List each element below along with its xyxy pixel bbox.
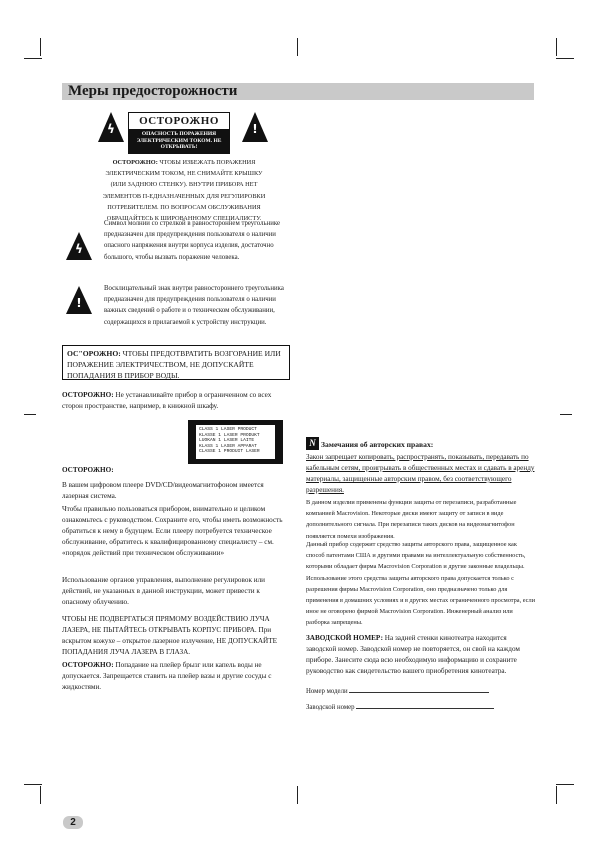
crop-mark xyxy=(556,38,557,56)
model-number-line xyxy=(349,692,489,693)
install-warning xyxy=(62,390,290,412)
caution-title: ОСТОРОЖНО xyxy=(139,115,219,127)
laser-line: KLASS 1 LASER APPARAT xyxy=(199,443,257,449)
shock-warning-text: ЧТОБЫ ИЗБЕЖАТЬ ПОРАЖЕНИЯ ЭЛЕКТРИЧЕСКИМ ТОКОМ, НЕ СНИМАЙТЕ КРЫШКУ (ИЛИ ЗАДНЮЮ СТЕНКУ). ВНУТРИ ПРИБОРА НЕТ ЭЛЕМЕНТОВ П-ЕДНАЗНАЧЕННЫХ ДЛЯ РЕГУЛИРОВКИ ПОТРЕБИТЕЛЕМ. ПО ВОПРОСАМ ОБСЛУЖИВАНИЯ ОБРАЩАЙТЕСЬ К ШИРОВАННОМУ СПЕЦИАЛИСТУ. xyxy=(102,159,266,223)
shock-warning xyxy=(98,157,270,224)
exclamation-triangle-icon: ! xyxy=(242,112,268,142)
water-warning-box xyxy=(62,345,290,380)
crop-mark xyxy=(24,414,36,415)
exclamation-symbol-text: Восклицательный знак внутри равностороннего треугольника предназначен для предупреждения пользователя о наличии важных сведений о работе и о техническом обслуживании, содержащихся в прилагаемой к устройству инструкции. xyxy=(104,285,284,326)
macrovision-text: В данном изделии применены функции защиты от перезаписи, разработанные компанией Macrovision. Некоторые диски имеют защиту от записи в виде дополнительного сигнала. При перезаписи таких дисков на видеомагнитофон появляется помехи изображения. xyxy=(306,499,517,540)
crop-mark xyxy=(560,414,572,415)
serial-number-label: Заводской номер xyxy=(306,704,355,711)
crop-mark xyxy=(40,38,41,56)
model-number-field xyxy=(306,686,489,697)
exclamation-symbol-icon: ! xyxy=(66,286,92,314)
crop-mark xyxy=(556,58,574,59)
laser-label-lines xyxy=(196,425,275,459)
laser-paragraph-3: Использование органов управления, выполнение регулировок или действий, не указанных в данной инструкции, может привести к опасному облучению. xyxy=(62,576,266,606)
note-icon: N xyxy=(306,437,319,450)
laser-caution-heading: ОСТОРОЖНО: xyxy=(62,466,114,474)
laser-line: CLASSE 1 PRODUIT LASER xyxy=(199,449,260,455)
copyright-heading: Замечания об авторских правах: xyxy=(321,440,434,449)
water-warning-text: ЧТОБЫ ПРЕДОТВРАТИТЬ ВОЗГОРАНИЕ ИЛИ ПОРАЖЕНИЕ ЭЛЕКТРИЧЕСТВОМ, НЕ ДОПУСКАЙТЕ ПОПАДАНИЯ В ПРИБОР ВОДЫ. xyxy=(67,349,281,380)
liquid-warning-lead: ОСТОРОЖНО: xyxy=(62,661,114,669)
page-number: 2 xyxy=(63,816,83,829)
install-warning-lead: ОСТОРОЖНО: xyxy=(62,391,114,399)
serial-number-line xyxy=(356,708,494,709)
laser-paragraph-1: В вашем цифровом плеере DVD/CD/видеомагнитофоном имеется лазерная система. xyxy=(62,481,264,500)
laser-line: LUOKAN 1 LASER LAITE xyxy=(199,438,255,444)
shock-warning-lead: ОСТОРОЖНО: xyxy=(112,159,158,166)
crop-mark xyxy=(556,784,574,785)
serial-number-field xyxy=(306,702,494,713)
lightning-symbol-text: Символ молнии со стрелкой в равностороннем треугольнике предназначен для предупреждения пользователя о наличии опасного напряжения внутри корпуса изделия, достаточно большого, чтобы вызвать поражение человека. xyxy=(104,220,280,261)
crop-mark xyxy=(24,58,42,59)
caution-subtitle: ОПАСНОСТЬ ПОРАЖЕНИЯ ЭЛЕКТРИЧЕСКИМ ТОКОМ. НЕ ОТКРЫВАТЬ! xyxy=(129,129,229,154)
crop-mark xyxy=(24,784,42,785)
serial-number-paragraph xyxy=(306,633,536,677)
model-number-label: Номер модели xyxy=(306,688,348,695)
liquid-warning xyxy=(62,660,290,693)
crop-mark xyxy=(556,786,557,804)
serial-number-lead: ЗАВОДСКОЙ НОМЕР: xyxy=(306,634,383,642)
page-title: Меры предосторожности xyxy=(62,83,534,100)
laser-line: CLASS 1 LASER PRODUCT xyxy=(199,427,257,432)
lightning-symbol-icon: ϟ xyxy=(66,232,92,260)
crop-mark xyxy=(40,786,41,804)
liquid-warning-text: Попадание на плейер брызг или капель воды не допускается. Запрещается ставить на плейер вазы и другие сосуды с жидкостями. xyxy=(62,661,272,691)
lightning-triangle-icon: ϟ xyxy=(98,112,124,142)
caution-label xyxy=(128,112,230,154)
crop-mark xyxy=(297,786,298,804)
laser-paragraph-4: ЧТОБЫ НЕ ПОДВЕРГАТЬСЯ ПРЯМОМУ ВОЗДЕЙСТВИЮ ЛУЧА ЛАЗЕРА, НЕ ПЫТАЙТЕСЬ ОТКРЫВАТЬ КОРПУС ПРИБОРА. При вскрытом кожухе – открытое лазерное излучение, НЕ ДОПУСКАЙТЕ ПОПАДАНИЯ ЛУЧА ЛАЗЕРА В ГЛАЗА. xyxy=(62,615,278,656)
copyright-law-text: Закон запрещает копировать, распространять, показывать, передавать по кабельным сетям, проигрывать в общественных местах и сдавать в аренду материалы, защищенные авторским правом, без соответствующего разрешения. xyxy=(306,453,535,494)
install-warning-text: Не устанавливайте прибор в ограниченном со всех сторон пространстве, например, в книжной шкафу. xyxy=(62,391,272,410)
serial-number-text: На задней стенки кинотеатра находится заводской номер. Заводской номер не повторяется, он свой на каждом приборе. Занесите сюда всю необходимую информацию и сохраните руководство как свидетельство вашего приобретения кинотеатра. xyxy=(306,634,520,675)
crop-mark xyxy=(297,38,298,56)
laser-label xyxy=(188,420,283,464)
laser-paragraph-2: Чтобы правильно пользоваться прибором, внимательно и целиком ознакомьтесь с руководством. Сохраните его, чтобы иметь возможность обратиться к нему в будущем. Если плееру потребуется техническое обслуживание, обратитесь к квалифицированному специалисту – см. «порядок действий при техническом обслуживании» xyxy=(62,505,283,557)
laser-line: KLASSE 1 LASER PRODUKT xyxy=(199,432,260,438)
water-warning-lead: ОС"ОРОЖНО: xyxy=(67,349,121,358)
patent-text: Данный прибор содержит средство защиты авторского права, защищенное как способ патентами США и другими правами на интеллектуальную собственность, которыми обладает фирма Macrovision Corporation и другие законные владельцы. Использование этого средства защиты авторского права допускается только с разрешения фирмы Macrovision Corporation, оно предназначено только для применения в домашних условиях и в других местах ограниченного просмотра, если иное не оговорено фирмой Macrovision Corporation. Инженерный анализ или разборка запрещены. xyxy=(306,541,535,627)
